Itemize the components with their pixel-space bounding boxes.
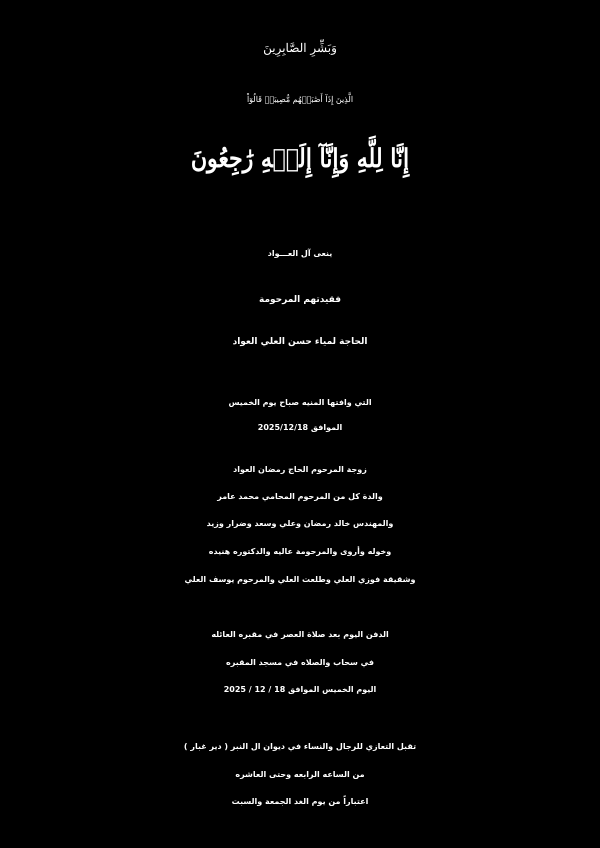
- family-line: وخوله وأروى والمرحومة عاليه والدكتوره هنيده: [208, 547, 392, 556]
- announcement-family: ينعى آل العـــواد: [267, 249, 333, 258]
- family-line: زوجة المرحوم الحاج رمضان العواد: [233, 465, 367, 474]
- verse-line-2: الَّذِينَ إِذَآ أَصَٰبَتۡهُم مُّصِيبَةٞ قَالُوٓاْ: [246, 95, 354, 104]
- condolence-line: تقبل التعازي للرجال والنساء في ديوان ال النبر ( دير غبار ): [183, 742, 417, 751]
- deceased-name: الحاجة لمياء حسن العلي العواد: [232, 337, 368, 347]
- burial-line: في سحاب والصلاه في مسجد المقبره: [226, 658, 374, 667]
- condolence-line: من الساعه الرابعه وحتى العاشره: [235, 770, 365, 779]
- deceased-title: فقيدتهم المرحومة: [258, 295, 341, 305]
- verse-line-3: إِنَّا لِلَّهِ وَإِنَّآ إِلَيۡهِ رَٰجِعُونَ: [190, 144, 410, 174]
- family-line: وشقيقة فوزي العلي وطلعت العلي والمرحوم يوسف العلي: [184, 575, 416, 584]
- burial-line: الدفن اليوم بعد صلاة العصر في مقبره العائله: [211, 630, 389, 639]
- family-line: والمهندس خالد رمضان وعلي وسعد وضرار وزيد: [206, 519, 394, 528]
- condolence-line: اعتباراً من يوم الغد الجمعة والسبت: [231, 797, 369, 806]
- burial-date: اليوم الخميس الموافق 18 / 12 / 2025: [223, 685, 377, 694]
- death-date: الموافق 2025/12/18: [257, 423, 343, 432]
- family-line: والدة كل من المرحوم المحامي محمد عامر: [217, 492, 383, 501]
- verse-line-1: وَبَشِّرِ الصَّابِرِينَ: [263, 41, 337, 55]
- death-notice: التي وافتها المنيه صباح يوم الخميس: [228, 398, 372, 407]
